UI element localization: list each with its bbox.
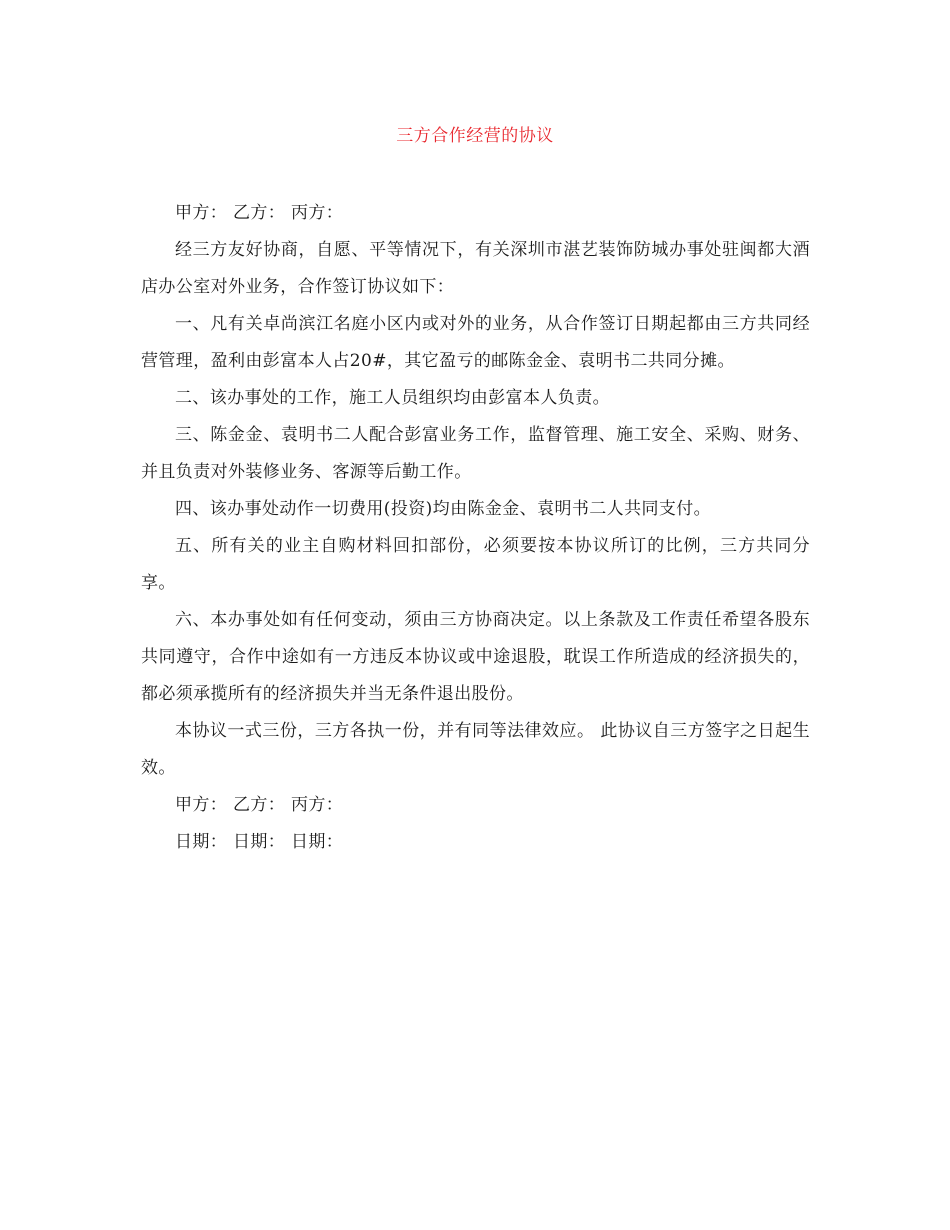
- clause-2-paragraph: 二、该办事处的工作，施工人员组织均由彭富本人负责。: [175, 388, 610, 408]
- clause-1-paragraph: 一、凡有关卓尚滨江名庭小区内或对外的业务，从合作签订日期起都由三方共同经营管理，盈利由彭富本人占20#，其它盈亏的邮陈金金、袁明书二共同分摊。: [141, 314, 810, 371]
- document-title: 三方合作经营的协议: [396, 126, 554, 146]
- signature-dates-line: 日期： 日期： 日期：: [175, 832, 344, 852]
- clause-5-paragraph: 五、所有关的业主自购材料回扣部份，必须要按本协议所订的比例，三方共同分享。: [141, 536, 810, 593]
- preamble-paragraph: 经三方友好协商，自愿、平等情况下，有关深圳市湛艺装饰防城办事处驻闽都大酒店办公室对外业务，合作签订协议如下：: [141, 240, 810, 297]
- signature-parties-line: 甲方： 乙方： 丙方：: [175, 795, 344, 815]
- clause-3-paragraph: 三、陈金金、袁明书二人配合彭富业务工作，监督管理、施工安全、采购、财务、并且负责对外装修业务、客源等后勤工作。: [141, 425, 810, 482]
- party-header-line: 甲方： 乙方： 丙方：: [175, 203, 344, 223]
- effectiveness-paragraph: 本协议一式三份，三方各执一份，并有同等法律效应。 此协议自三方签字之日起生效。: [141, 721, 810, 778]
- clause-6-paragraph: 六、本办事处如有任何变动，须由三方协商决定。以上条款及工作责任希望各股东共同遵守，合作中途如有一方违反本协议或中途退股，耽误工作所造成的经济损失的，都必须承揽所有的经济损失并当无条件退出股份。: [141, 610, 810, 704]
- document-body: [141, 195, 810, 861]
- clause-4-paragraph: 四、该办事处动作一切费用(投资)均由陈金金、袁明书二人共同支付。: [175, 499, 712, 519]
